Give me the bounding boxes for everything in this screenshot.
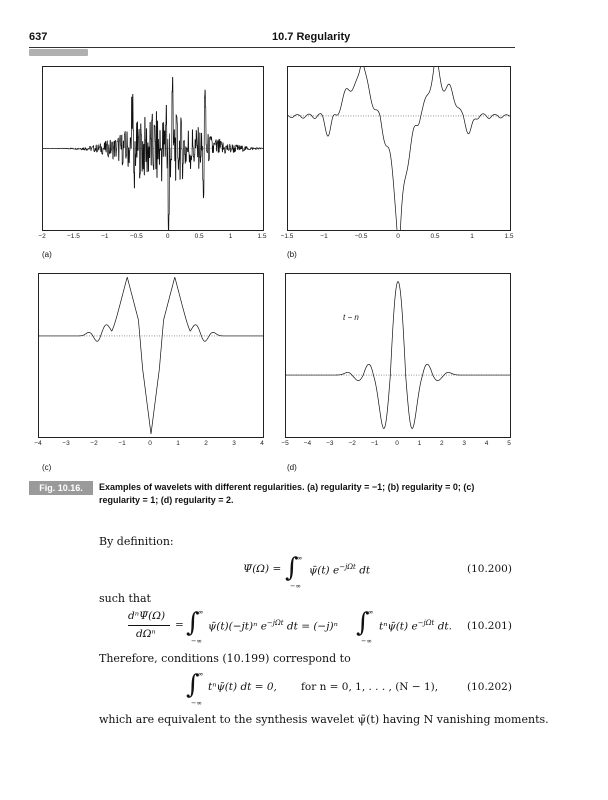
- x-tick-label: 0: [395, 440, 399, 447]
- eq201-middle: dt = (−j)ⁿ: [286, 620, 338, 633]
- equation-number-200: (10.200): [467, 563, 512, 575]
- eq201-lower-limit-1: −∞: [191, 637, 202, 645]
- eq200-integrand: ψ̄(t) e: [309, 564, 340, 577]
- x-tick-label: −4: [34, 440, 42, 447]
- x-tick-label: −1.5: [67, 233, 80, 240]
- panel-label-d: (d): [287, 463, 297, 472]
- eq201-numerator: dⁿΨ̄(Ω): [128, 610, 166, 622]
- wavelet-plot: [288, 67, 510, 230]
- wavelet-curve: [43, 77, 263, 230]
- eq201-denominator: dΩⁿ: [136, 628, 156, 640]
- x-tick-label: 4: [484, 440, 489, 447]
- integral-sign: ∫: [356, 608, 370, 638]
- header-rule: [29, 47, 515, 48]
- x-tick-label: −1: [101, 233, 109, 240]
- x-tick-label: −0.5: [129, 233, 143, 240]
- equation-number-202: (10.202): [467, 681, 512, 693]
- x-tick-label: −3: [62, 440, 70, 447]
- page-number: 637: [29, 31, 48, 43]
- eq202-lower-limit: −∞: [191, 699, 202, 707]
- equation-number-201: (10.201): [467, 620, 512, 632]
- x-tick-label: 1: [470, 233, 474, 240]
- eq201-upper-limit-1: ∞: [198, 608, 204, 616]
- wavelet-plot: [286, 274, 510, 437]
- eq201-integrand-2: tⁿψ̄(t) e: [379, 620, 418, 633]
- eq200-dt: dt: [359, 564, 371, 577]
- x-ticks-c: [34, 440, 264, 450]
- eq201-lower-limit-2: −∞: [361, 637, 372, 645]
- x-tick-label: 0.5: [194, 233, 204, 240]
- wavelet-plot: [43, 67, 263, 230]
- fraction-bar: [128, 625, 170, 626]
- eq201-part2: [379, 619, 452, 633]
- x-tick-label: 1.5: [257, 233, 267, 240]
- x-tick-label: −2: [348, 440, 356, 447]
- eq201-dt: dt.: [437, 620, 452, 633]
- x-tick-label: 0: [148, 440, 152, 447]
- wavelet-plot: [39, 274, 263, 437]
- x-tick-label: 1: [417, 440, 422, 447]
- x-tick-label: 5: [507, 440, 511, 447]
- x-tick-label: 1: [176, 440, 180, 447]
- x-tick-label: −1: [370, 440, 379, 447]
- x-ticks-d: [281, 440, 511, 450]
- x-tick-label: 0: [165, 233, 170, 240]
- x-tick-label: −1.5: [280, 233, 294, 240]
- running-header: 10.7 Regularity: [272, 31, 351, 43]
- header-tab-marker: [29, 49, 88, 56]
- therefore-text: Therefore, conditions (10.199) correspond to: [99, 652, 351, 665]
- eq201-upper-limit-2: ∞: [368, 608, 374, 616]
- panel-label-c: (c): [42, 463, 52, 472]
- figure-tag: Fig. 10.16.: [29, 481, 93, 495]
- equation-10-202: [186, 670, 466, 706]
- eq201-exponent-1: −jΩt: [266, 619, 284, 627]
- x-tick-label: 1.5: [504, 233, 514, 240]
- wavelet-curve: [39, 277, 263, 434]
- x-tick-label: 3: [232, 440, 236, 447]
- panel-label-a: (a): [42, 250, 52, 259]
- x-ticks-a: [38, 233, 267, 243]
- x-tick-label: −1: [118, 440, 126, 447]
- eq200-exponent: −jΩt: [339, 563, 356, 571]
- x-tick-label: 0.5: [430, 233, 440, 240]
- integral-sign: ∫: [186, 608, 200, 638]
- eq201-part1: [208, 619, 338, 633]
- x-tick-label: 4: [260, 440, 264, 447]
- which-are-text: which are equivalent to the synthesis wavelet ψ̄(t) having N vanishing moments.: [99, 713, 549, 726]
- integral-sign: ∫: [285, 553, 299, 583]
- panel-d-annotation: t − n: [343, 313, 359, 322]
- eq202-integrand: tⁿψ̄(t) dt = 0,: [208, 681, 277, 693]
- x-tick-label: 2: [204, 440, 208, 447]
- eq202-upper-limit: ∞: [198, 670, 204, 678]
- chart-panel-c: [38, 273, 264, 438]
- x-tick-label: −5: [281, 440, 289, 447]
- eq201-integrand-1: ψ̄(t)(−jt)ⁿ e: [208, 620, 267, 633]
- eq200-upper-limit: ∞: [297, 554, 303, 562]
- x-tick-label: −0.5: [354, 233, 368, 240]
- by-definition-text: By definition:: [99, 535, 174, 548]
- panel-label-b: (b): [287, 250, 297, 259]
- chart-panel-a: [42, 66, 264, 231]
- such-that-text: such that: [99, 592, 151, 605]
- x-tick-label: 0: [396, 233, 400, 240]
- figure-caption: Examples of wavelets with different regularities. (a) regularity = −1; (b) regularity = 0; (c) regularity = 1; (d) regularity = 2.: [99, 482, 475, 505]
- wavelet-curve: [288, 67, 510, 230]
- wavelet-curve: [286, 282, 510, 429]
- x-tick-label: −4: [303, 440, 312, 447]
- chart-panel-b: [287, 66, 511, 231]
- x-ticks-b: [280, 233, 514, 243]
- eq200-lhs: Ψ̄(Ω) =: [243, 563, 282, 575]
- integral-sign: ∫: [186, 670, 200, 700]
- equation-10-201: [128, 608, 458, 648]
- eq201-equals: =: [175, 619, 184, 631]
- x-tick-label: 3: [462, 440, 466, 447]
- x-tick-label: 2: [439, 440, 444, 447]
- eq200-rhs: [309, 563, 370, 577]
- eq201-exponent-2: −jΩt: [417, 619, 435, 627]
- x-tick-label: −2: [90, 440, 98, 447]
- x-tick-label: −2: [38, 233, 46, 240]
- x-tick-label: 1: [228, 233, 233, 240]
- eq200-lower-limit: −∞: [290, 582, 301, 590]
- chart-panel-d: [285, 273, 511, 438]
- x-tick-label: −3: [326, 440, 334, 447]
- eq202-condition: for n = 0, 1, . . . , (N − 1),: [301, 681, 439, 693]
- x-tick-label: −1: [320, 233, 328, 240]
